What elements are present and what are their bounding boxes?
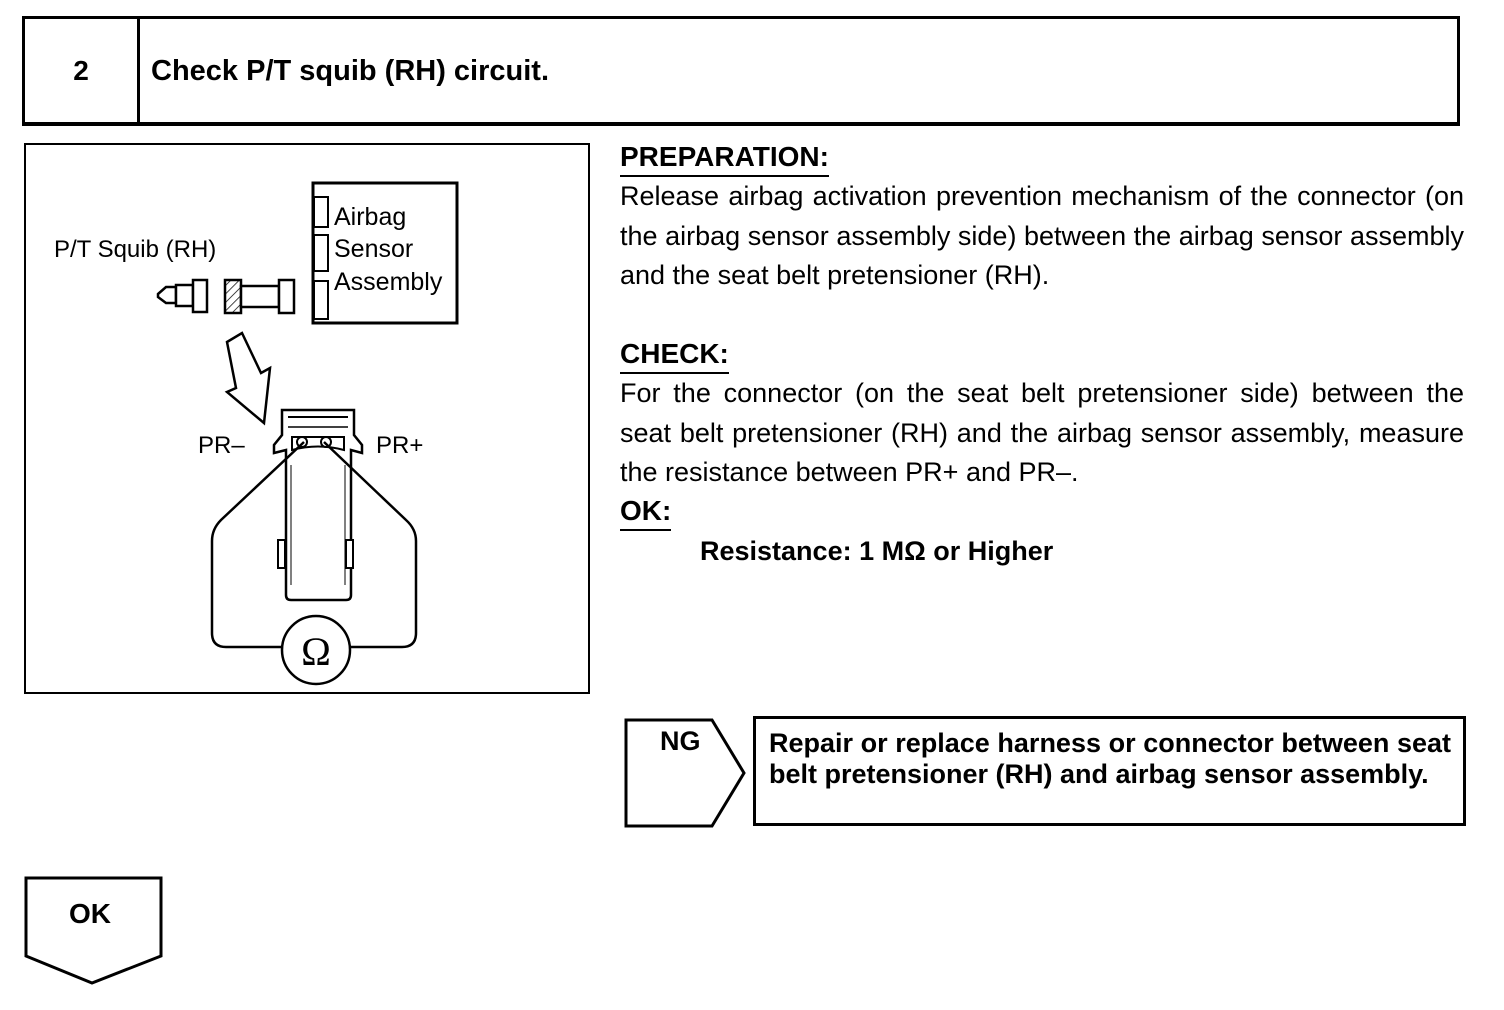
connector-illustration [26, 145, 592, 696]
check-heading: CHECK: [620, 337, 729, 374]
direction-arrow [227, 333, 270, 423]
step-number: 2 [25, 19, 140, 123]
preparation-text: Release airbag activation prevention mechanism of the connector (on the airbag sensor assembly side) between the airbag sensor assembly and the seat belt pretensioner (RH). [620, 181, 1464, 290]
ohm-symbol: Ω [301, 629, 331, 674]
ng-label: NG [660, 726, 701, 756]
ok-label: OK [69, 898, 111, 929]
sensor-label-1: Airbag [334, 203, 407, 231]
step-title: Check P/T squib (RH) circuit. [151, 54, 549, 87]
ok-spec-section [620, 494, 671, 531]
pr-plus-label: PR+ [376, 432, 424, 459]
preparation-heading: PREPARATION: [620, 140, 829, 177]
sensor-label-2: Sensor [334, 235, 414, 263]
ok-spec-heading: OK: [620, 494, 671, 531]
circuit-diagram [24, 143, 590, 694]
step-header [22, 16, 1460, 126]
preparation-section [620, 140, 1464, 296]
check-text: For the connector (on the seat belt pretensioner side) between the seat belt pretensioner (RH) and the airbag sensor assembly, measure the resistance between PR+ and PR–. [620, 378, 1464, 487]
ok-arrow-icon [24, 876, 164, 986]
ok-spec-value: Resistance: 1 MΩ or Higher [700, 536, 1054, 566]
sensor-label-3: Assembly [334, 268, 443, 296]
pr-minus-label: PR– [198, 432, 245, 459]
squib-label: P/T Squib (RH) [54, 236, 217, 263]
ng-action-box: Repair or replace harness or connector between seat belt pretensioner (RH) and airbag sensor assembly. [753, 716, 1466, 826]
check-section [620, 337, 1464, 493]
